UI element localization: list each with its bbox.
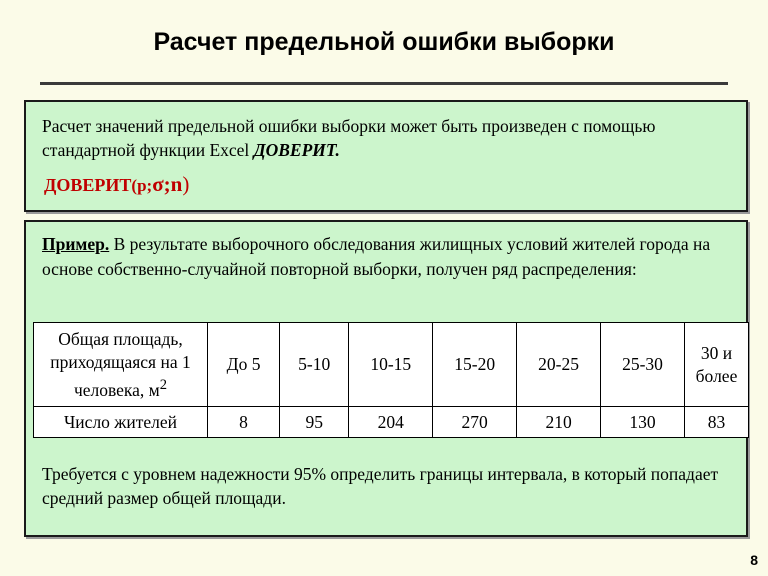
value-cell: 210 (517, 407, 601, 438)
formula-name: ДОВЕРИТ (44, 175, 132, 195)
formula-arg-p: p; (137, 176, 153, 195)
value-cell: 130 (601, 407, 685, 438)
table-row-area (34, 323, 749, 407)
category-cell: 5-10 (280, 323, 349, 407)
table-row-residents (34, 407, 749, 438)
intro-sentence: Расчет значений предельной ошибки выборки может быть произведен с помощью стандартной функции Excel (42, 116, 656, 160)
example-description: В результате выборочного обследования жилищных условий жителей города на основе собственно-случайной повторной выборки, получен ряд распределения: (42, 234, 711, 279)
formula-open-paren: ( (131, 176, 138, 195)
value-cell: 95 (280, 407, 349, 438)
residents-header-cell: Число жителей (34, 407, 208, 438)
task-text: Требуется с уровнем надежности 95% определить границы интервала, в который попадает средний размер общей площади. (42, 464, 719, 508)
value-cell: 8 (208, 407, 280, 438)
distribution-table (33, 322, 749, 438)
example-label: Пример. (42, 234, 110, 254)
formula-close-paren: ) (182, 172, 190, 196)
category-cell: 30 и более (685, 323, 749, 407)
area-header-unit-sup: 2 (159, 376, 168, 393)
example-box (24, 220, 748, 537)
slide-title: Расчет предельной ошибки выборки (153, 28, 615, 56)
formula-arg-n: ;n (163, 172, 183, 196)
category-cell: 25-30 (601, 323, 685, 407)
formula-arg-sigma: σ (152, 172, 164, 196)
value-cell: 83 (685, 407, 749, 438)
example-text (42, 232, 732, 282)
area-header-cell (34, 323, 208, 407)
value-cell: 204 (349, 407, 433, 438)
excel-formula (44, 172, 189, 197)
value-cell: 270 (433, 407, 517, 438)
page-number: 8 (750, 552, 758, 568)
area-header-text: Общая площадь, приходящаяся на 1 человека, м (50, 328, 191, 400)
category-cell: До 5 (208, 323, 280, 407)
intro-text (42, 114, 722, 162)
title-divider (40, 82, 728, 85)
category-cell: 15-20 (433, 323, 517, 407)
intro-function-name: ДОВЕРИТ. (253, 140, 340, 160)
category-cell: 20-25 (517, 323, 601, 407)
category-cell: 10-15 (349, 323, 433, 407)
intro-box (24, 100, 748, 212)
